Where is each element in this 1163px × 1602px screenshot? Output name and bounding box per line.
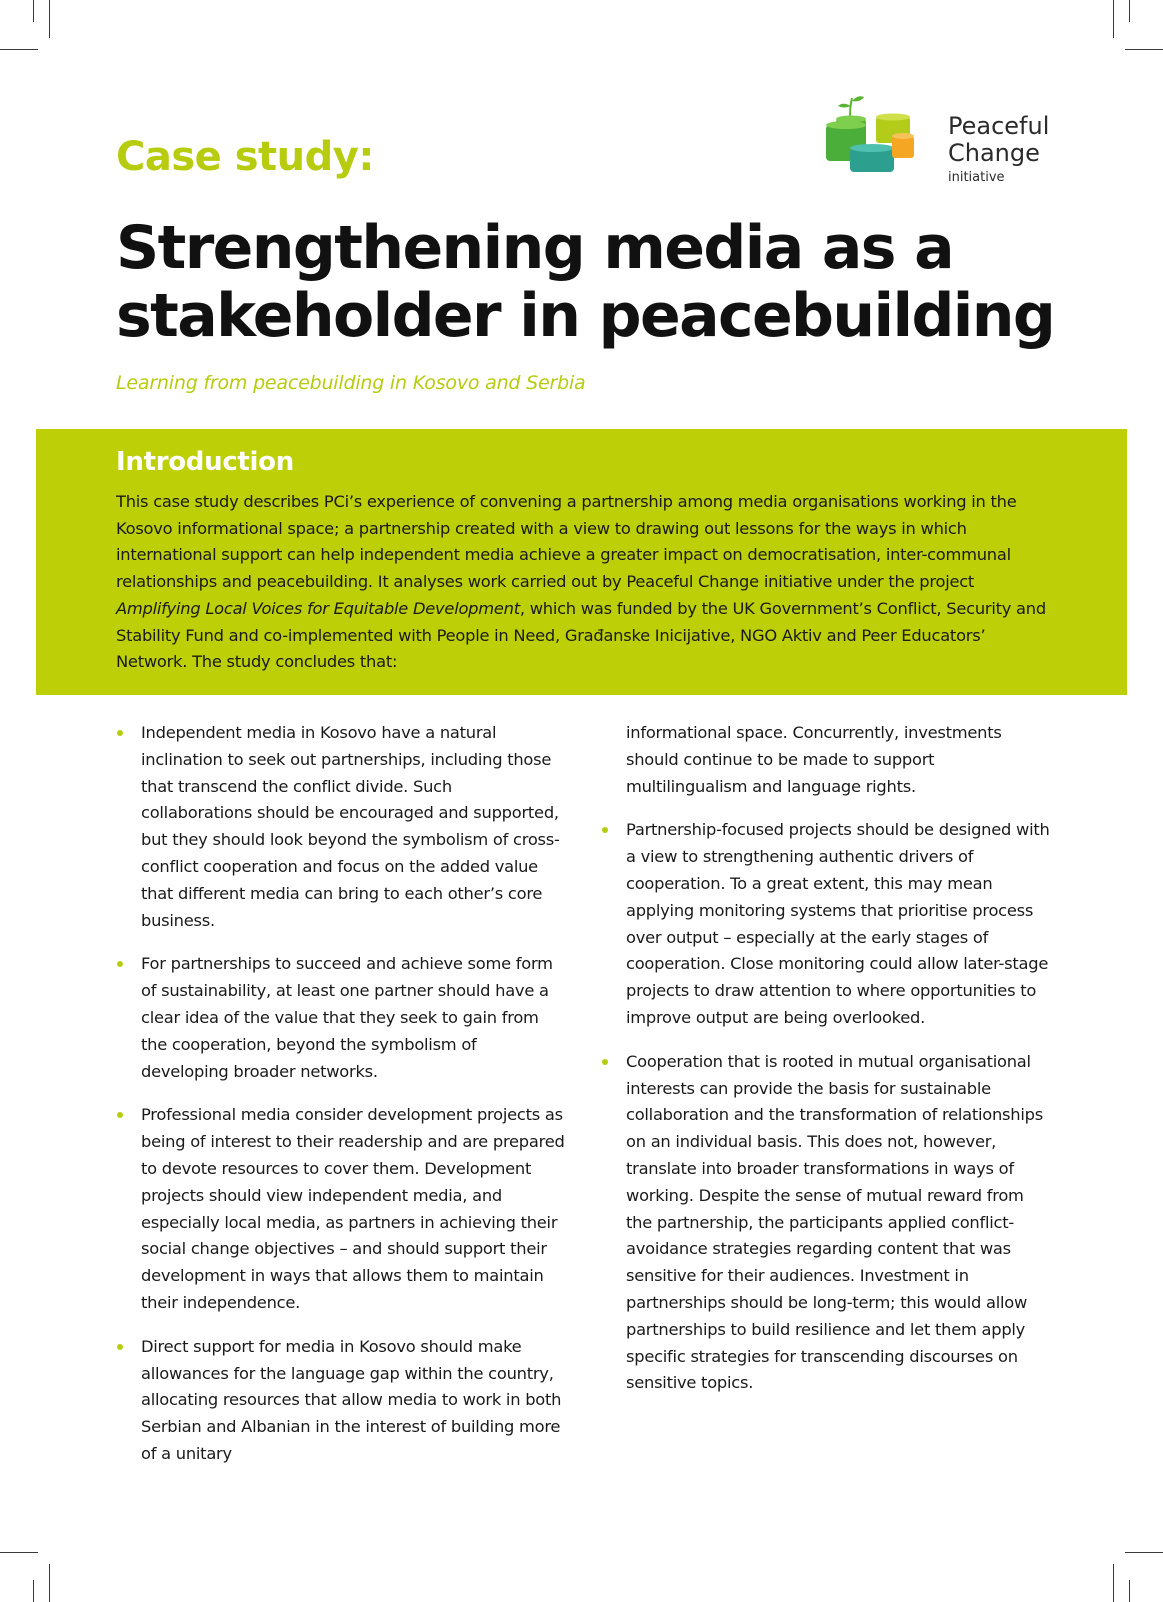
peaceful-change-logo	[826, 92, 1066, 192]
logo-text-peaceful: Peaceful	[948, 112, 1050, 140]
crop-mark	[1125, 1552, 1163, 1553]
crop-mark	[1113, 1564, 1114, 1602]
crop-mark	[33, 1580, 34, 1602]
finding-item	[601, 1049, 1051, 1397]
finding-text: Partnership-focused projects should be designed with a view to strengthening authentic drivers of cooperation. To a great extent, this may mean applying monitoring systems that prioritise process over output – especially at the early stages of cooperation. Close monitoring could allow later-stage projects to draw attention to where opportunities to improve output are being overlooked.	[626, 820, 1050, 1027]
bullet-icon	[602, 827, 608, 833]
finding-item	[116, 1334, 566, 1468]
bullet-icon	[117, 1112, 123, 1118]
crop-mark	[0, 1552, 38, 1553]
finding-item	[116, 951, 566, 1085]
finding-text: Professional media consider development projects as being of interest to their readership and are prepared to devote resources to cover them. Development projects should view independent media, and especially local media, as partners in achieving their social change objectives – and should support their development in ways that allows them to maintain their independence.	[141, 1105, 565, 1312]
finding-text: informational space. Concurrently, investments should continue to be made to support multilingualism and language rights.	[626, 723, 1002, 796]
introduction-text	[116, 489, 1051, 676]
findings-right-column	[601, 720, 1051, 1414]
crop-mark	[1113, 0, 1114, 38]
crop-mark	[49, 0, 50, 38]
logo-mark-icon	[826, 92, 946, 192]
finding-continuation	[601, 720, 1051, 800]
crop-mark	[33, 0, 34, 22]
crop-mark	[49, 1564, 50, 1602]
finding-item	[116, 720, 566, 934]
finding-text: Independent media in Kosovo have a natural inclination to seek out partnerships, including those that transcend the conflict divide. Such collaborations should be encouraged and supported, but they should look beyond the symbolism of cross-conflict cooperation and focus on the added value that different media can bring to each other’s core business.	[141, 723, 560, 930]
finding-item	[116, 1102, 566, 1316]
page-title: Strengthening media as a stakeholder in peacebuilding	[116, 213, 1055, 351]
crop-mark	[1125, 49, 1163, 50]
intro-text-part: This case study describes PCi’s experience of convening a partnership among media organisations working in the Kosovo informational space; a partnership created with a view to drawing out lessons for the ways in which international support can help independent media achieve a greater impact on democratisation, inter-communal relationships and peacebuilding. It analyses work carried out by Peaceful Change initiative under the project	[116, 492, 1017, 592]
intro-text-part: , which was funded by the UK Government’s Conflict, Security and Stability Fund and co-implemented with People in Need, Građanske Inicijative, NGO Aktiv and Peer Educators’ Network. The study concludes that:	[116, 598, 1046, 672]
finding-text: Cooperation that is rooted in mutual organisational interests can provide the basis for sustainable collaboration and the transformation of relationships on an individual basis. This does not, however, translate into broader transformations in ways of working. Despite the sense of mutual reward from the partnership, the participants applied conflict-avoidance strategies regarding content that was sensitive for their audiences. Investment in partnerships should be long-term; this would allow partnerships to build resilience and let them apply specific strategies for transcending discourses on sensitive topics.	[626, 1051, 1043, 1393]
findings-left-column	[116, 720, 566, 1485]
bullet-icon	[117, 961, 123, 967]
introduction-panel	[36, 429, 1127, 695]
logo-text-change: Change	[948, 139, 1040, 167]
introduction-heading: Introduction	[116, 447, 294, 477]
finding-item	[601, 817, 1051, 1031]
crop-mark	[0, 49, 38, 50]
kicker-label: Case study:	[116, 134, 374, 180]
finding-text: Direct support for media in Kosovo should make allowances for the language gap within the country, allocating resources that allow media to work in both Serbian and Albanian in the interest of building more of a unitary	[141, 1336, 562, 1463]
finding-text: For partnerships to succeed and achieve some form of sustainability, at least one partner should have a clear idea of the value that they seek to gain from the cooperation, beyond the symbolism of developing broader networks.	[141, 954, 553, 1081]
crop-mark	[1129, 1580, 1130, 1602]
bullet-icon	[117, 1344, 123, 1350]
page-subtitle: Learning from peacebuilding in Kosovo and Serbia	[116, 372, 586, 394]
findings-list	[116, 720, 566, 1468]
bullet-icon	[602, 1059, 608, 1065]
crop-mark	[1129, 0, 1130, 22]
bullet-icon	[117, 730, 123, 736]
project-name: Amplifying Local Voices for Equitable Development	[116, 598, 520, 618]
findings-list	[601, 720, 1051, 1397]
logo-text-initiative: initiative	[948, 170, 1005, 185]
